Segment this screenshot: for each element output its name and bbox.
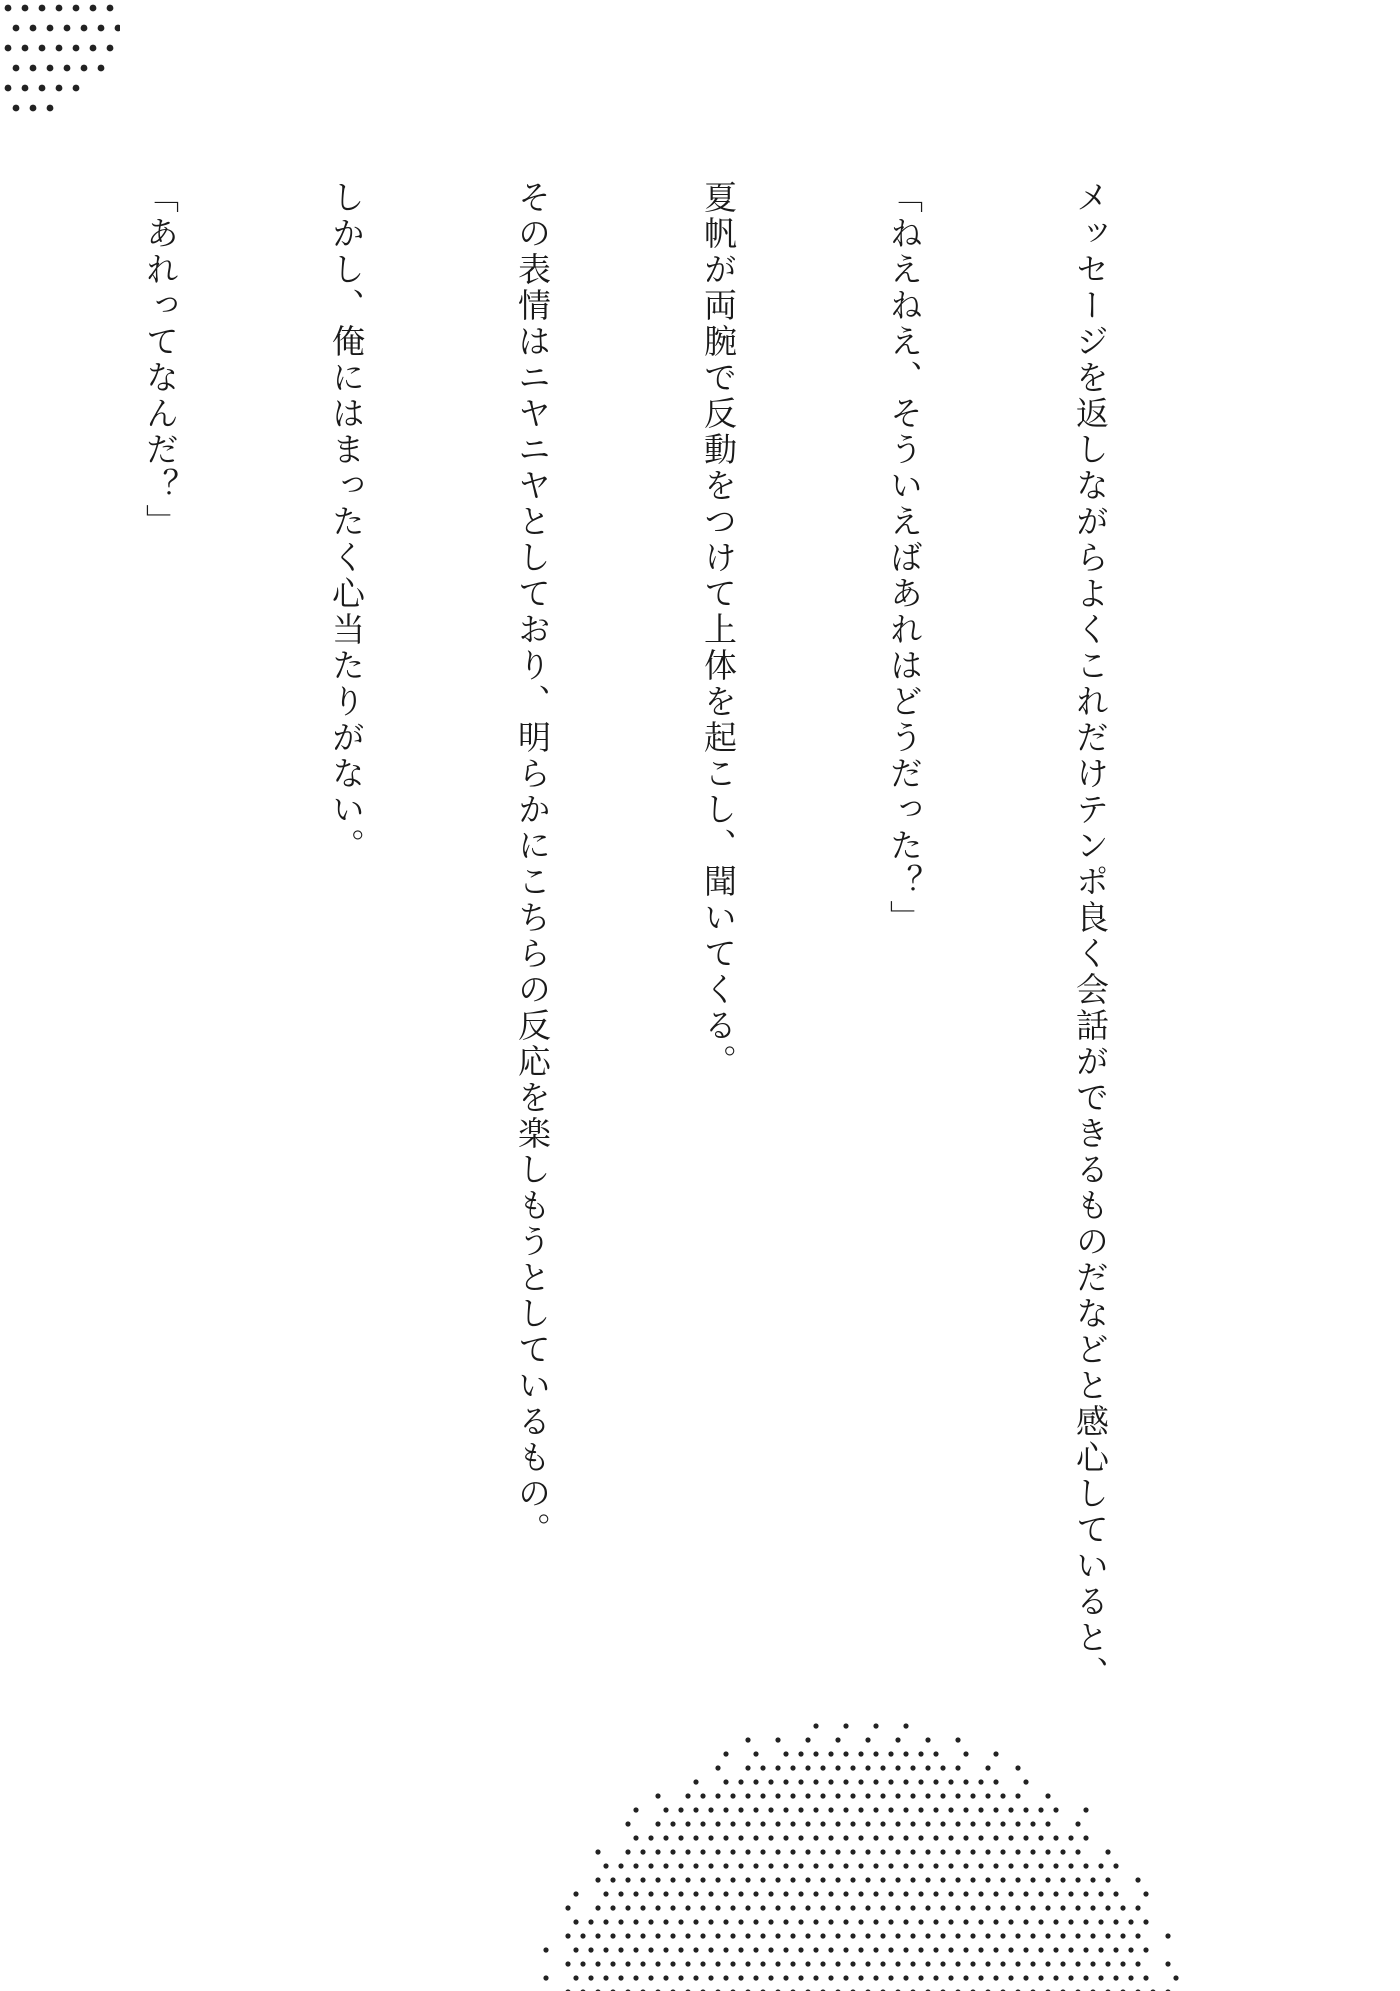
text-line: 夏帆が両腕で反動をつけて上体を起こし、聞いてくる。 bbox=[699, 180, 738, 1080]
decorative-dot-pattern-top bbox=[0, 0, 120, 140]
text-line bbox=[0, 180, 5, 1900]
novel-body-text bbox=[0, 180, 1245, 1900]
text-line: 「ねえねえ、そういえばあれはどうだった？」 bbox=[885, 180, 924, 936]
text-line: メッセージを返しながらよくこれだけテンポ良く会話ができるものだなどと感心していると、 bbox=[1071, 180, 1110, 1692]
text-line: その表情はニヤニヤとしており、明らかにこちらの反応を楽しもうとしているもの。 bbox=[513, 180, 552, 1548]
decorative-dot-pattern-bottom bbox=[540, 1690, 1180, 1991]
text-line: 「あれってなんだ？」 bbox=[141, 180, 180, 540]
text-line: しかし、俺にはまったく心当たりがない。 bbox=[327, 180, 366, 864]
